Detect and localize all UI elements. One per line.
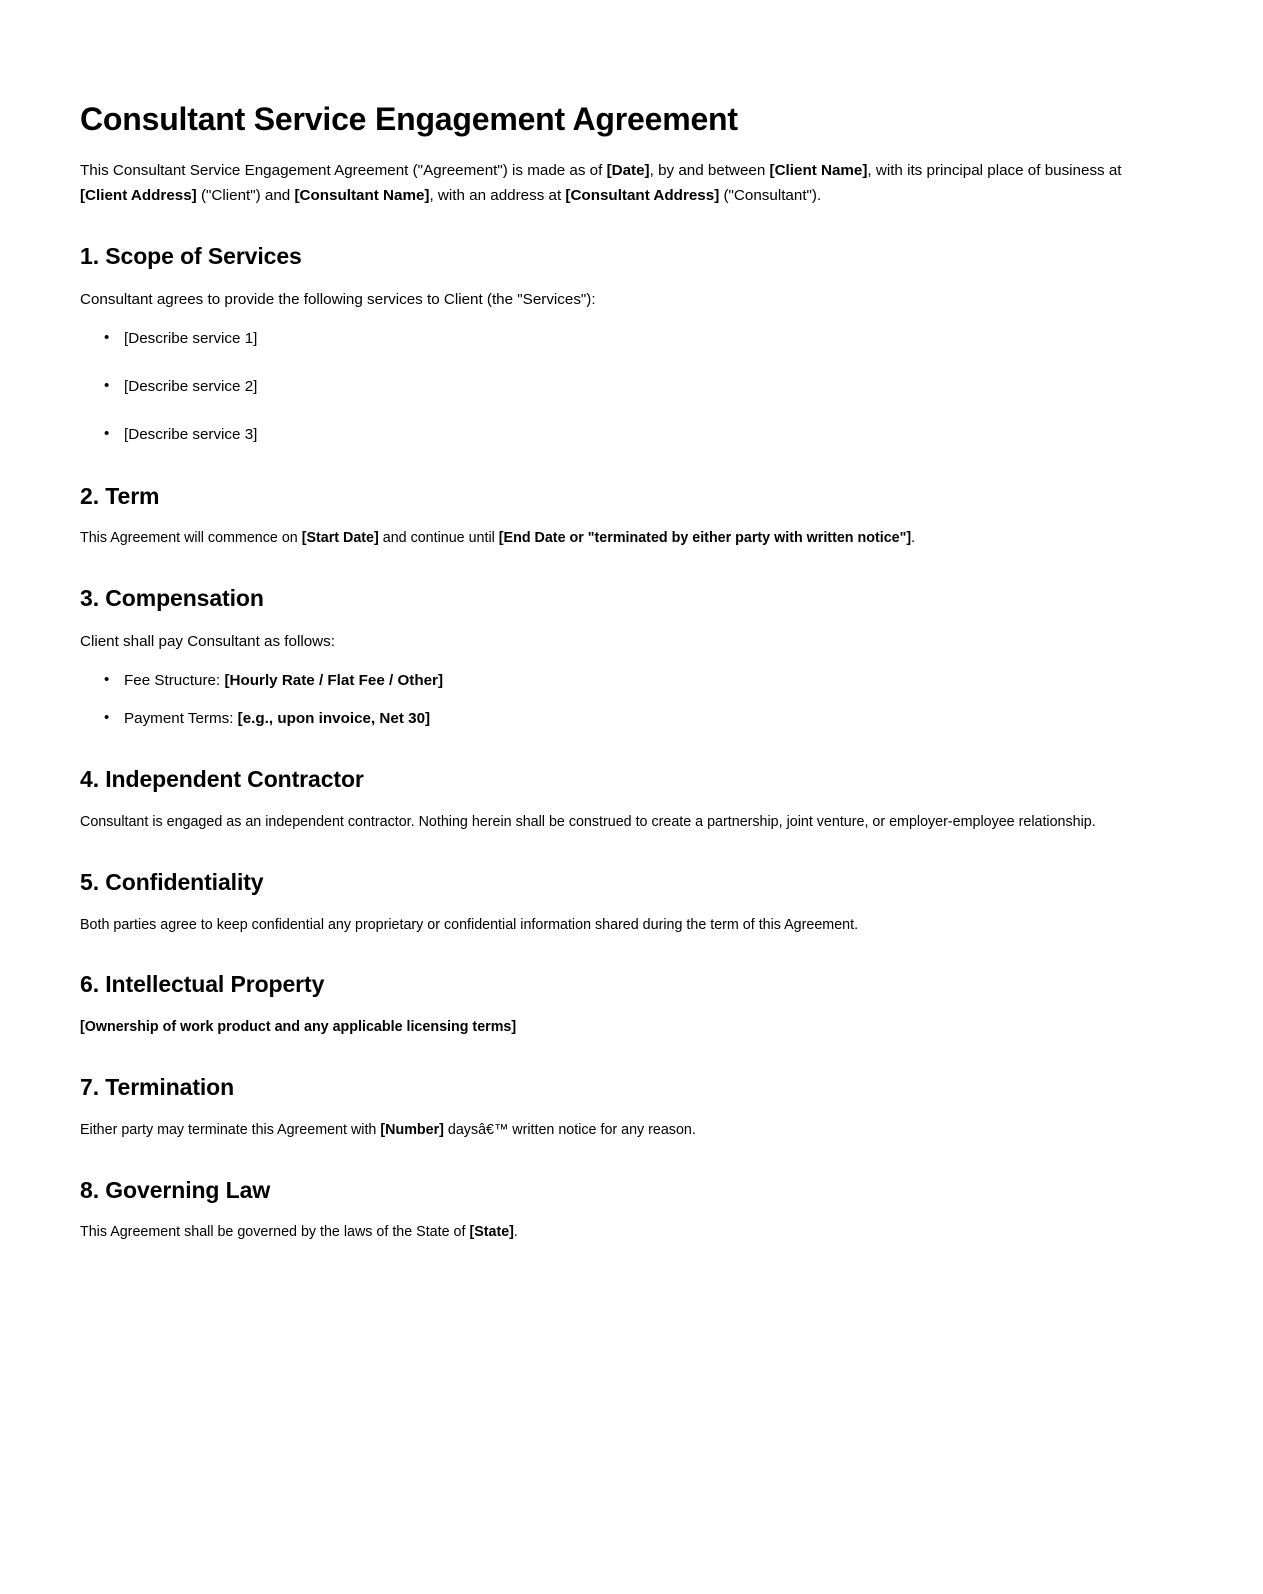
field-client-address: [Client Address] [80, 186, 197, 204]
section-independent-contractor [80, 765, 1168, 834]
section-paragraph: [Ownership of work product and any applicable licensing terms] [80, 1019, 517, 1036]
section-scope-of-services [80, 242, 1168, 447]
intro-text-part4: ("Client") and [196, 186, 295, 204]
section-paragraph: Both parties agree to keep confidential any proprietary or confidential information shared during the term of this Agreement. [80, 916, 859, 933]
intro-text-part6: ("Consultant"). [719, 186, 822, 204]
section-heading: 5. Confidentiality [80, 868, 264, 895]
intro-paragraph [80, 159, 1168, 208]
governing-law-paragraph [80, 1221, 1168, 1244]
governing-law-text-part1: This Agreement shall be governed by the laws of the State of [80, 1224, 470, 1241]
section-heading: 6. Intellectual Property [80, 971, 325, 998]
fee-structure-label: Fee Structure: [124, 671, 225, 689]
termination-paragraph [80, 1119, 1168, 1142]
section-intellectual-property [80, 970, 1168, 1039]
section-heading: 3. Compensation [80, 585, 264, 612]
section-compensation [80, 584, 1168, 731]
services-list [80, 327, 1168, 448]
section-confidentiality [80, 868, 1168, 937]
section-term [80, 482, 1168, 551]
field-start-date: [Start Date] [301, 530, 379, 547]
intro-text-part5: , with an address at [429, 186, 566, 204]
field-date: [Date] [606, 162, 650, 180]
list-item [104, 707, 1168, 731]
field-consultant-name: [Consultant Name] [294, 186, 430, 204]
field-client-name: [Client Name] [769, 162, 868, 180]
section-governing-law [80, 1176, 1168, 1245]
term-text-part3: . [911, 530, 916, 547]
intro-text-part2: , by and between [649, 162, 770, 180]
list-item: • [Describe service 1] [104, 327, 1168, 351]
field-consultant-address: [Consultant Address] [565, 186, 720, 204]
intro-text-part3: , with its principal place of business at [867, 162, 1122, 180]
field-number: [Number] [380, 1121, 444, 1138]
governing-law-text-part2: . [513, 1224, 518, 1241]
compensation-list [80, 669, 1168, 732]
list-item: • [Describe service 3] [104, 423, 1168, 447]
term-text-part2: and continue until [378, 530, 499, 547]
intro-text-part1: This Consultant Service Engagement Agreement ("Agreement") is made as of [80, 162, 607, 180]
field-end-date: [End Date or "terminated by either party with written notice"] [498, 530, 912, 547]
section-termination [80, 1073, 1168, 1142]
term-paragraph [80, 527, 1168, 550]
section-heading: 2. Term [80, 482, 160, 509]
section-heading: 1. Scope of Services [80, 243, 302, 270]
section-heading: 8. Governing Law [80, 1176, 271, 1203]
list-item: • [Describe service 2] [104, 375, 1168, 399]
list-item [104, 669, 1168, 693]
section-heading: 4. Independent Contractor [80, 766, 364, 793]
payment-terms-value: [e.g., upon invoice, Net 30] [237, 709, 431, 727]
termination-text-part2: daysâ€™ written notice for any reason. [443, 1121, 696, 1138]
field-state: [State] [469, 1224, 514, 1241]
section-intro-text: Client shall pay Consultant as follows: [80, 632, 335, 650]
section-intro-text: Consultant agrees to provide the following services to Client (the "Services"): [80, 291, 596, 309]
page-title: Consultant Service Engagement Agreement [80, 101, 738, 137]
termination-text-part1: Either party may terminate this Agreement with [80, 1121, 381, 1138]
fee-structure-value: [Hourly Rate / Flat Fee / Other] [224, 671, 444, 689]
section-heading: 7. Termination [80, 1074, 235, 1101]
payment-terms-label: Payment Terms: [124, 709, 238, 727]
section-paragraph: Consultant is engaged as an independent contractor. Nothing herein shall be construed to create a partnership, joint venture, or employer-employee relationship. [80, 813, 1096, 830]
term-text-part1: This Agreement will commence on [80, 530, 302, 547]
